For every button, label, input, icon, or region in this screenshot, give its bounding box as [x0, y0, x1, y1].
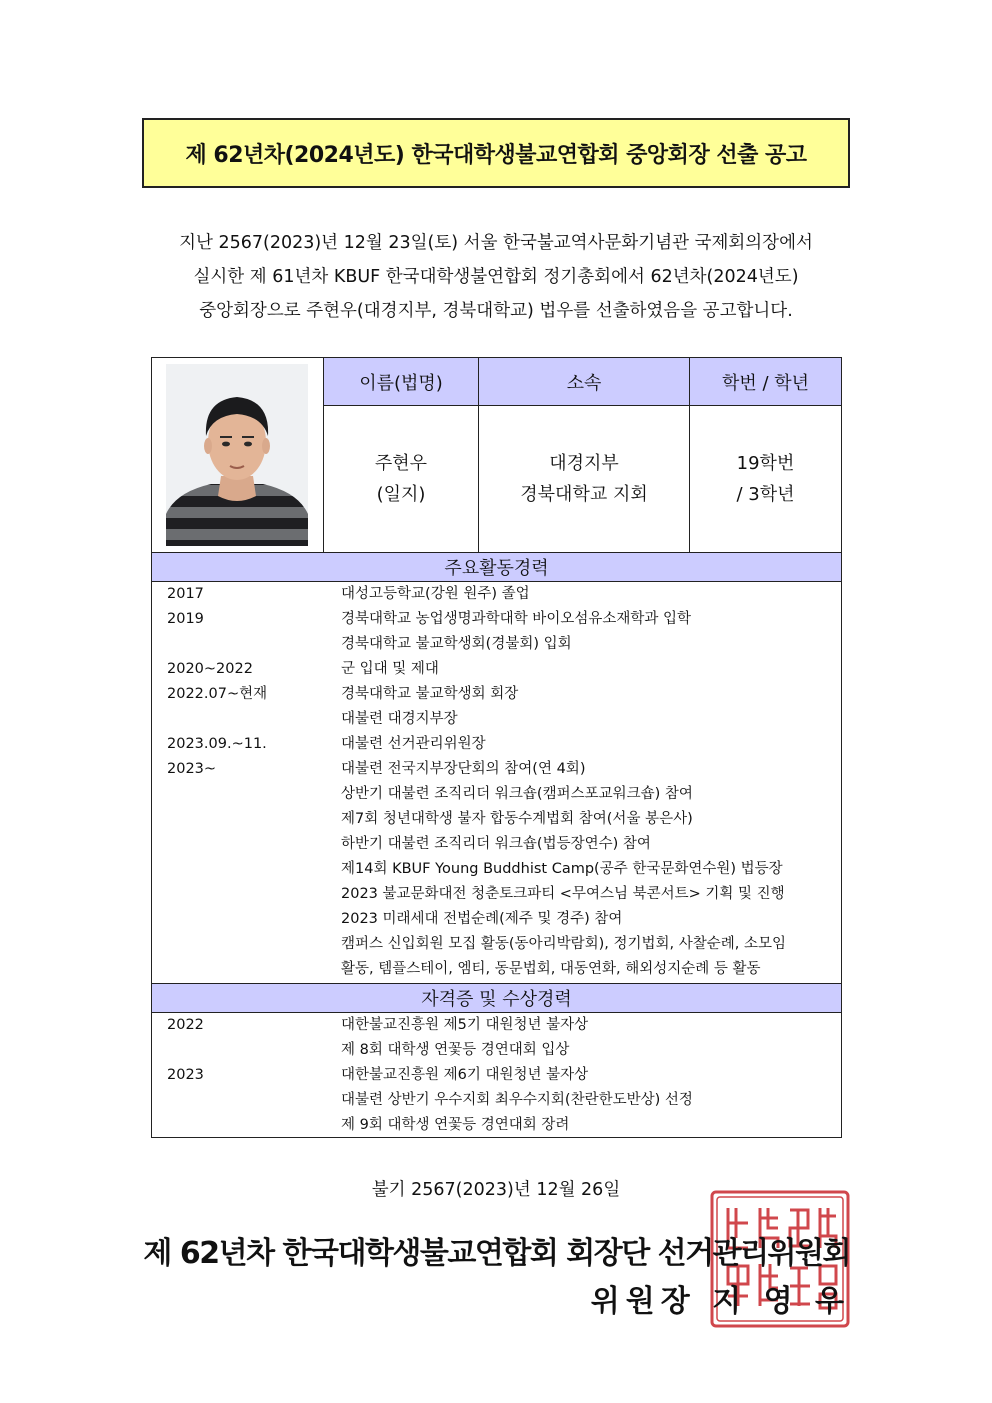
- awards-row-year: 2023: [167, 1067, 204, 1083]
- activities-row-text: 대불련 선거관리위원장: [341, 736, 486, 752]
- profile-table: [151, 357, 842, 1138]
- awards-row: [152, 1038, 841, 1063]
- activities-row: [152, 857, 841, 882]
- activities-row-year: 2017: [167, 586, 204, 602]
- awards-row-text: 제 8회 대학생 연꽃등 경연대회 입상: [341, 1042, 570, 1058]
- awards-row: [152, 1088, 841, 1113]
- activities-row-year: 2023.09.~11.: [167, 736, 267, 752]
- activities-row-year: 2023~: [167, 761, 217, 777]
- activities-row: [152, 707, 841, 732]
- activities-row-text: 제14회 KBUF Young Buddhist Camp(공주 한국문화연수원) 법등장: [341, 861, 783, 877]
- activities-row: [152, 882, 841, 907]
- activities-row-text: 경북대학교 불교학생회 회장: [341, 686, 519, 702]
- activities-list: [152, 582, 841, 982]
- activities-row: [152, 832, 841, 857]
- activities-header: 주요활동경력: [152, 552, 841, 582]
- intro-paragraph: [120, 226, 872, 328]
- activities-row-text: 2023 미래세대 전법순례(제주 및 경주) 참여: [341, 911, 623, 927]
- branch-value: 대경지부: [549, 453, 619, 474]
- affiliation-cell: [479, 406, 690, 552]
- activities-row: [152, 657, 841, 682]
- activities-row-text: 상반기 대불련 조직리더 워크숍(캠퍼스포교워크숍) 참여: [341, 786, 693, 802]
- chair-name: 위원장 지 영 우: [590, 1284, 850, 1319]
- activities-row: [152, 932, 841, 957]
- activities-row-text: 활동, 템플스테이, 엠티, 동문법회, 대동연화, 해외성지순례 등 활동: [341, 961, 761, 977]
- intro-line: 중앙회장으로 주현우(대경지부, 경북대학교) 법우를 선출하였음을 공고합니다.: [199, 301, 793, 321]
- header-year: 학번 / 학년: [690, 358, 841, 406]
- activities-row: [152, 632, 841, 657]
- awards-row-text: 대한불교진흥원 제6기 대원청년 불자상: [341, 1067, 589, 1083]
- awards-row: [152, 1063, 841, 1088]
- activities-row: [152, 757, 841, 782]
- portrait-photo: [166, 364, 308, 546]
- activities-row-text: 2023 불교문화대전 청춘토크파티 <무여스님 북콘서트> 기획 및 진행: [341, 886, 785, 902]
- awards-list: [152, 1013, 841, 1138]
- activities-row-text: 캠퍼스 신입회원 모집 활동(동아리박람회), 정기법회, 사찰순례, 소모임: [341, 936, 786, 952]
- activities-row: [152, 907, 841, 932]
- name-value: 주현우: [374, 453, 428, 474]
- announcement-date: 불기 2567(2023)년 12월 26일: [371, 1180, 621, 1200]
- student-id-value: 19학번: [736, 453, 795, 474]
- grade-value: / 3학년: [736, 484, 795, 505]
- activities-row-text: 대불련 대경지부장: [341, 711, 458, 727]
- intro-line: 지난 2567(2023)년 12월 23일(토) 서울 한국불교역사문화기념관 국제회의장에서: [179, 233, 813, 253]
- header-name: 이름(법명): [324, 358, 479, 406]
- awards-header: 자격증 및 수상경력: [152, 983, 841, 1013]
- activities-row: [152, 582, 841, 607]
- activities-row-year: 2020~2022: [167, 661, 253, 677]
- awards-row: [152, 1113, 841, 1138]
- activities-row-text: 제7회 청년대학생 불자 합동수계법회 참여(서울 봉은사): [341, 811, 693, 827]
- year-cell: [690, 406, 841, 552]
- activities-row-text: 경북대학교 농업생명과학대학 바이오섬유소재학과 입학: [341, 611, 691, 627]
- awards-row-text: 대불련 상반기 우수지회 최우수지회(찬란한도반상) 선정: [341, 1092, 693, 1108]
- activities-row-year: 2022.07~현재: [167, 686, 268, 702]
- activities-row: [152, 807, 841, 832]
- announcement-title: 제 62년차(2024년도) 한국대학생불교연합회 중앙회장 선출 공고: [142, 118, 850, 188]
- activities-row-year: 2019: [167, 611, 204, 627]
- awards-row-text: 제 9회 대학생 연꽃등 경연대회 장려: [341, 1117, 570, 1133]
- name-cell: [324, 406, 479, 552]
- activities-row-text: 대불련 전국지부장단회의 참여(연 4회): [341, 761, 586, 777]
- activities-row: [152, 782, 841, 807]
- activities-row-text: 대성고등학교(강원 원주) 졸업: [341, 586, 530, 602]
- awards-row-text: 대한불교진흥원 제5기 대원청년 불자상: [341, 1017, 589, 1033]
- dharma-name-value: (일지): [376, 484, 426, 505]
- organization-name: 제 62년차 한국대학생불교연합회 회장단 선거관리위원회: [143, 1236, 850, 1271]
- activities-row: [152, 682, 841, 707]
- awards-row-year: 2022: [167, 1017, 204, 1033]
- chapter-value: 경북대학교 지회: [520, 484, 648, 505]
- activities-row: [152, 732, 841, 757]
- activities-row: [152, 957, 841, 982]
- activities-row-text: 경북대학교 불교학생회(경불회) 입회: [341, 636, 572, 652]
- photo-cell: [152, 358, 324, 552]
- header-affiliation: 소속: [479, 358, 690, 406]
- intro-line: 실시한 제 61년차 KBUF 한국대학생불연합회 정기총회에서 62년차(2024년도): [193, 267, 799, 287]
- activities-row-text: 하반기 대불련 조직리더 워크숍(법등장연수) 참여: [341, 836, 651, 852]
- activities-row: [152, 607, 841, 632]
- activities-row-text: 군 입대 및 제대: [341, 661, 439, 677]
- awards-row: [152, 1013, 841, 1038]
